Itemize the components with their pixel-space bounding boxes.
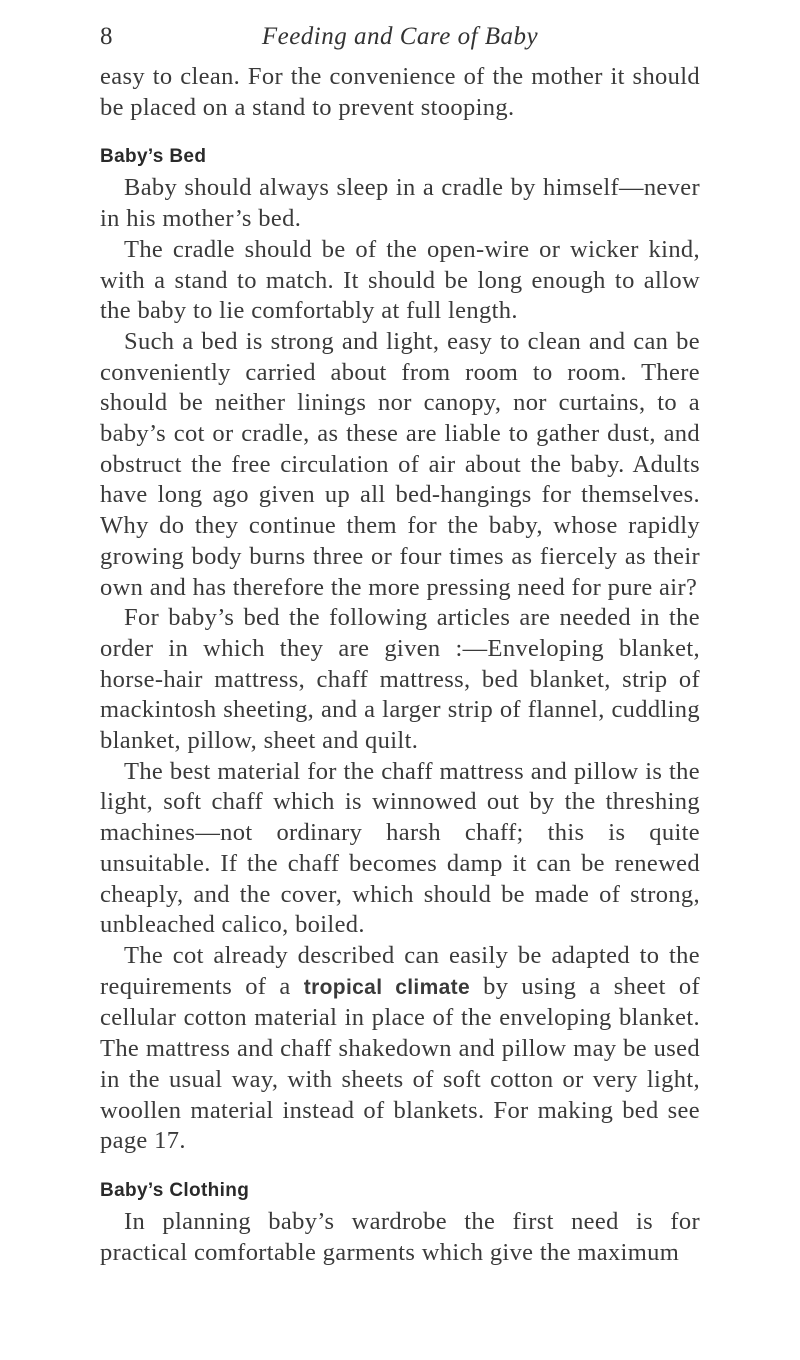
running-title: Feeding and Care of Baby: [261, 23, 539, 50]
page-body: [100, 62, 700, 1268]
paragraph: In planning baby’s wardrobe the first need is for practical comfortable garments which give the maximum: [100, 1207, 700, 1266]
page-number: 8: [100, 23, 113, 50]
paragraph: Such a bed is strong and light, easy to clean and can be conveniently carried about from room to room. There should be neither linings nor canopy, nor curtains, to a baby’s cot or cradle, as these are liable to gather dust, and obstruct the free circulation of air about the baby. Adults have long ago given up all bed-hangings for themselves. Why do they continue them for the baby, whose rapidly growing body burns three or four times as fiercely as their own and has therefore the more pressing need for pure air?: [100, 327, 700, 601]
paragraph-tropical-climate: [100, 941, 700, 1157]
section-heading-babys-bed: Baby’s Bed: [100, 146, 207, 168]
paragraph: For baby’s bed the following articles are needed in the order in which they are given :—Enveloping blanket, horse-hair mattress, chaff mattress, bed blanket, strip of mackintosh sheeting, and a larger strip of flannel, cuddling blanket, pillow, sheet and quilt.: [100, 604, 700, 755]
page-header: [100, 22, 700, 62]
paragraph: Baby should always sleep in a cradle by himself—never in his mother’s bed.: [100, 174, 700, 233]
paragraph-text: The cot already described can easily be adapted to the requirements of a: [100, 941, 700, 1000]
paragraph: The best material for the chaff mattress and pillow is the light, soft chaff which is winnowed out by the threshing machines—not ordinary harsh chaff; this is quite unsuitable. If the chaff becomes damp it can be renewed cheaply, and the cover, which should be made of strong, unbleached calico, boiled.: [100, 757, 700, 939]
section-heading-babys-clothing: Baby’s Clothing: [100, 1179, 250, 1201]
paragraph-text: by using a sheet of cellular cotton material in place of the enveloping blanket. The mattress and chaff shakedown and pillow may be used in the usual way, with sheets of soft cotton or very light, woollen material instead of blankets. For making bed see page 17.: [100, 972, 701, 1155]
emphasis-tropical-climate: tropical climate: [303, 975, 471, 999]
opening-paragraph: easy to clean. For the convenience of the mother it should be placed on a stand to prevent stooping.: [100, 63, 700, 121]
paragraph: The cradle should be of the open-wire or wicker kind, with a stand to match. It should be long enough to allow the baby to lie comfortably at full length.: [100, 235, 700, 325]
